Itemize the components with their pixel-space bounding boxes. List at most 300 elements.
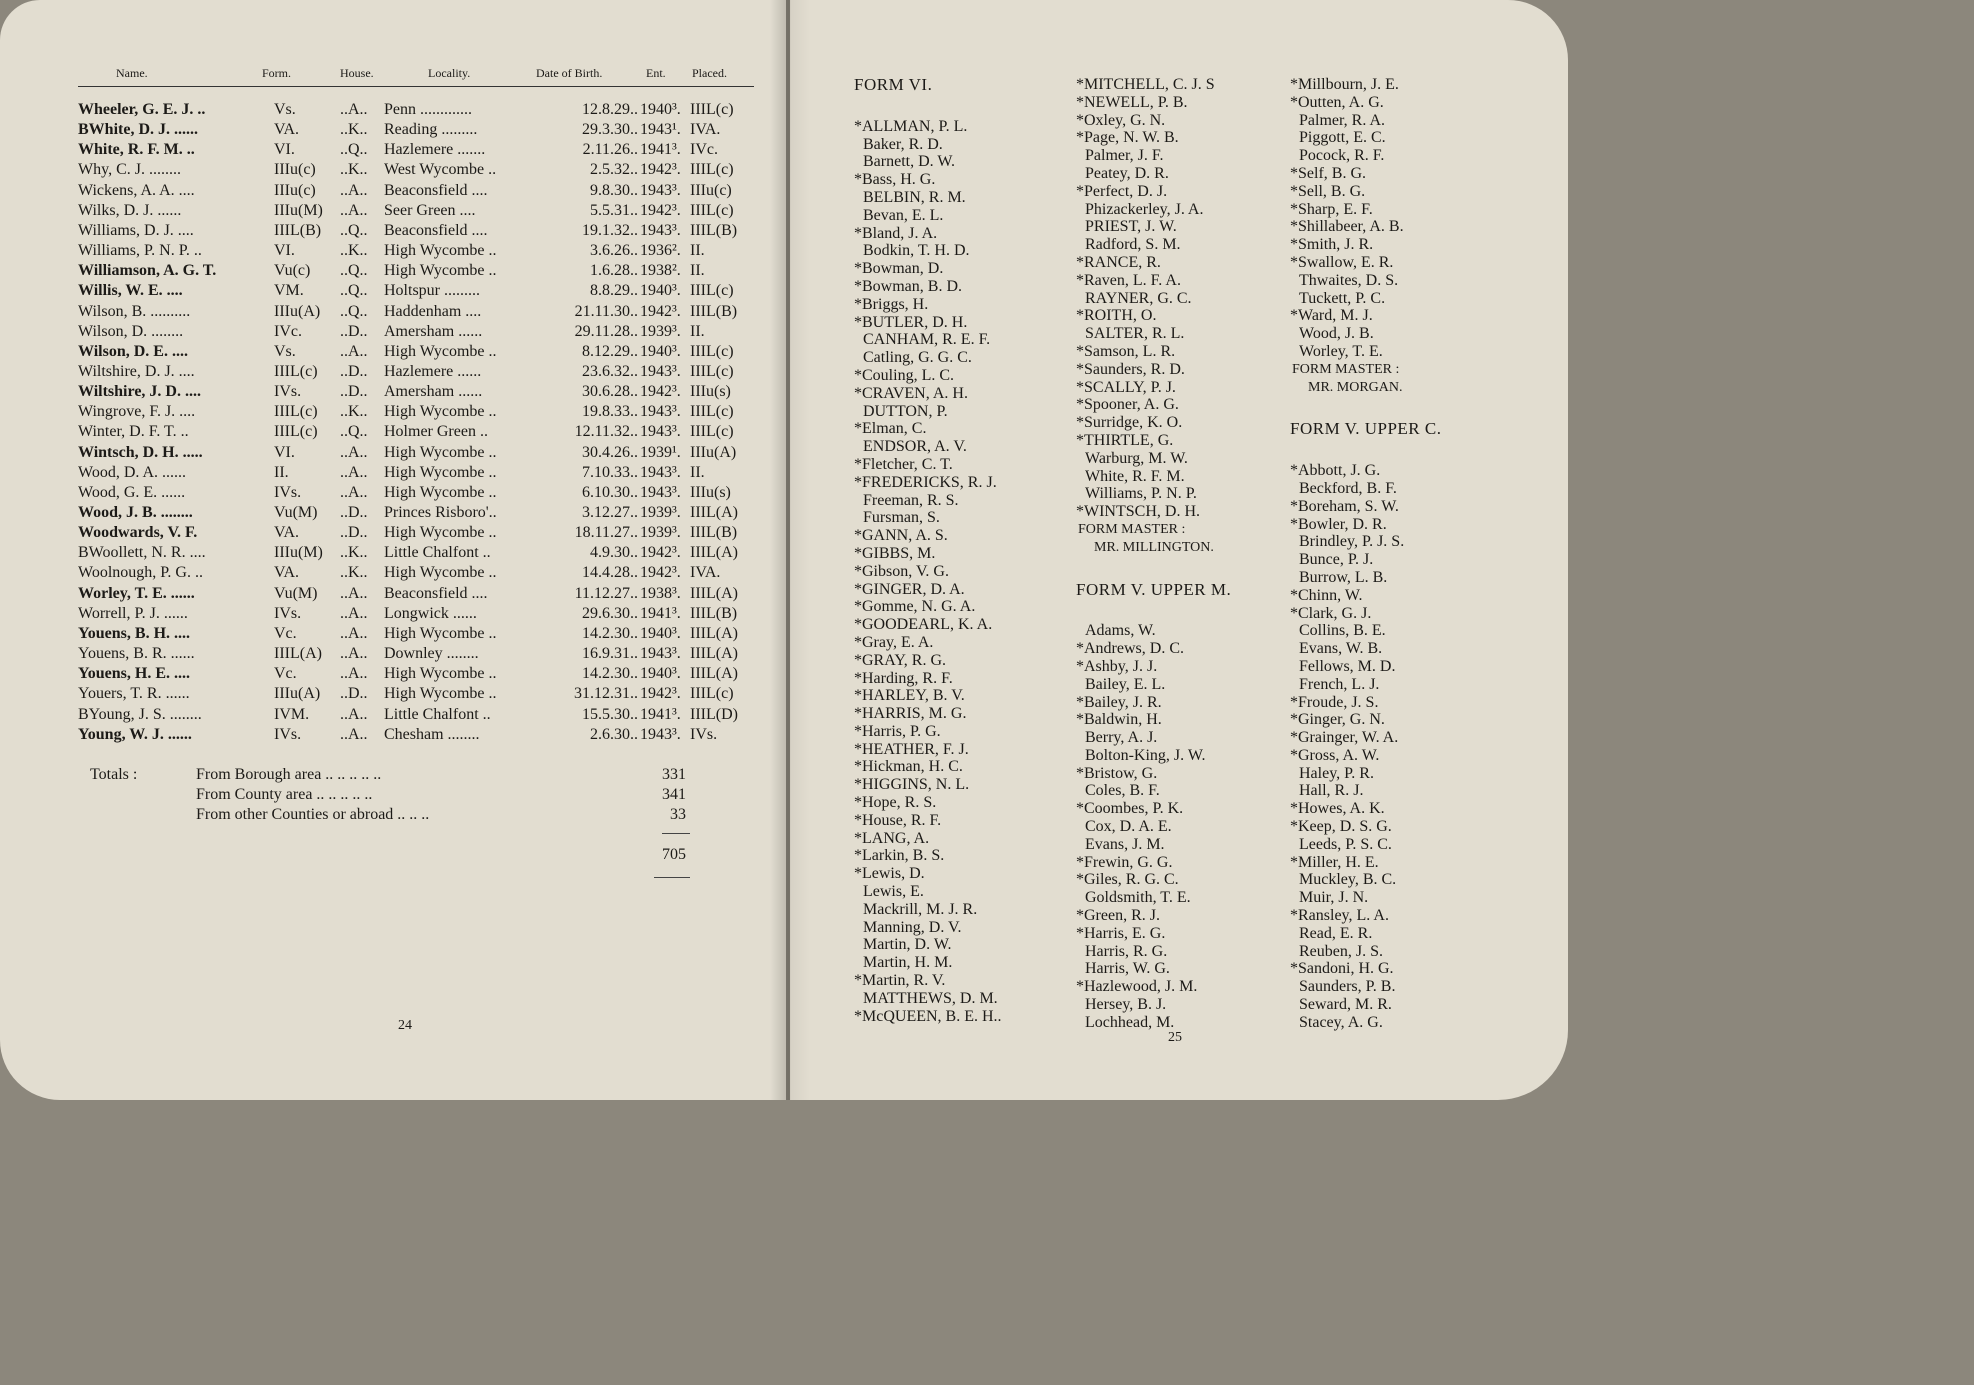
pupil-list-item: Bunce, P. J. [1299, 551, 1374, 569]
pupil-locality: Reading ......... [384, 121, 478, 139]
pupil-list-item: Bailey, E. L. [1085, 675, 1166, 693]
pupil-dob: 30.6.28.. [582, 383, 638, 401]
pupil-list-item: Radford, S. M. [1085, 236, 1181, 254]
pupil-list-item: PRIEST, J. W. [1085, 218, 1177, 236]
pupil-list-item: *Swallow, E. R. [1290, 253, 1394, 271]
pupil-placed: IIIu(s) [690, 483, 731, 501]
pupil-list-item: Tuckett, P. C. [1299, 289, 1386, 307]
pupil-list-item: CANHAM, R. E. F. [863, 331, 991, 349]
totals-line-text: From other Counties or abroad .. .. .. [196, 806, 430, 823]
spacer [1290, 438, 1441, 462]
pupil-form: VM. [274, 282, 304, 300]
pupil-dob: 14.2.30.. [582, 665, 638, 683]
pupil-list-item: *LANG, A. [854, 829, 930, 847]
pupil-placed: IIIL(c) [690, 201, 734, 219]
page-number-left: 24 [398, 1018, 412, 1033]
pupil-locality: High Wycombe .. [384, 342, 497, 360]
table-row [0, 645, 786, 665]
pupil-name: Williamson, A. G. T. [78, 262, 217, 280]
pupil-locality: Amersham ...... [384, 383, 483, 401]
pupil-placed: IIIL(A) [690, 624, 738, 642]
pupil-list-item: *Green, R. J. [1076, 907, 1160, 925]
pupil-form: IIIu(M) [274, 544, 323, 562]
table-row [0, 403, 786, 423]
pupil-list-item: Martin, H. M. [863, 954, 953, 972]
pupil-list-item: Lewis, E. [863, 883, 924, 901]
pupil-list-item: *WINTSCH, D. H. [1076, 503, 1200, 521]
table-row [0, 605, 786, 625]
pupil-entry: 1940³. [640, 342, 681, 360]
pupil-name: Wilks, D. J. ...... [78, 201, 182, 219]
pupil-list-item: *Ward, M. J. [1290, 307, 1373, 325]
pupil-form: IIIu(c) [274, 161, 316, 179]
pupil-list-item: *GANN, A. S. [854, 527, 948, 545]
pupil-form: Vc. [274, 665, 297, 683]
pupil-list-item: Saunders, P. B. [1299, 978, 1396, 996]
pupil-list-item: *Bowman, B. D. [854, 277, 962, 295]
pupil-list-item: Brindley, P. J. S. [1299, 533, 1405, 551]
pupil-list-item: *Ashby, J. J. [1076, 657, 1158, 675]
pupil-house: ..K.. [340, 544, 368, 562]
totals-rule [654, 877, 690, 878]
pupil-placed: II. [690, 322, 705, 340]
pupil-locality: Penn ............. [384, 101, 472, 118]
pupil-list-item: Cox, D. A. E. [1085, 818, 1172, 836]
pupil-list-item: Warburg, M. W. [1085, 449, 1188, 467]
pupil-entry: 1942³. [640, 564, 681, 582]
pupil-list-item: *Bristow, G. [1076, 764, 1158, 782]
pupil-form: VI. [274, 242, 295, 260]
pupil-name: Wood, D. A. ...... [78, 463, 187, 481]
pupil-placed: II. [690, 242, 705, 260]
pupil-name: Winter, D. F. T. .. [78, 423, 189, 441]
pupil-list-item: *Gray, E. A. [854, 633, 934, 651]
pupil-placed: IVs. [690, 725, 718, 743]
pupil-house: ..Q.. [340, 262, 368, 280]
pupil-dob: 5.5.31.. [590, 201, 638, 219]
pupil-house: ..A.. [340, 705, 368, 723]
table-row [0, 323, 786, 343]
pupil-locality: Holmer Green .. [384, 423, 488, 441]
table-row [0, 544, 786, 564]
pupil-name: Wingrove, F. J. .... [78, 403, 196, 421]
pupil-list-item: Piggott, E. C. [1299, 129, 1386, 147]
pupil-list-item: *SCALLY, P. J. [1076, 378, 1176, 396]
pupil-list-item: *HEATHER, F. J. [854, 740, 969, 758]
pupil-list-item: *HARLEY, B. V. [854, 687, 965, 705]
pupil-locality: High Wycombe .. [384, 685, 497, 703]
pupil-list-item: Muir, J. N. [1299, 889, 1369, 907]
right-page [790, 0, 1568, 1100]
pupil-list-item: Williams, P. N. P. [1085, 485, 1197, 503]
pupil-house: ..D.. [340, 504, 368, 521]
pupil-house: ..K.. [340, 161, 368, 179]
pupil-name: Wiltshire, D. J. .... [78, 362, 195, 380]
pupil-form: Vu(c) [274, 262, 311, 280]
pupil-locality: High Wycombe .. [384, 665, 497, 683]
pupil-list-item: *Perfect, D. J. [1076, 182, 1168, 200]
pupil-list-item: *Page, N. W. B. [1076, 129, 1179, 147]
pupil-list-item: *Outten, A. G. [1290, 93, 1384, 111]
totals-line-value: 331 [662, 766, 686, 783]
pupil-entry: 1942³. [640, 544, 681, 562]
pupil-list-item: Goldsmith, T. E. [1085, 889, 1191, 907]
pupil-list-item: Burrow, L. B. [1299, 568, 1388, 586]
pupil-list-item: *Miller, H. E. [1290, 853, 1379, 871]
pupil-list-item: *GIBBS, M. [854, 544, 936, 562]
table-row [0, 685, 786, 705]
pupil-name: Youens, B. R. ...... [78, 645, 195, 663]
form-heading: FORM VI. [854, 75, 933, 94]
pupil-list-item: Stacey, A. G. [1299, 1013, 1383, 1031]
pupil-list-item: Haley, P. R. [1299, 764, 1374, 782]
pupil-name: Wheeler, G. E. J. .. [78, 101, 206, 118]
pupil-list-item: *Couling, L. C. [854, 366, 955, 384]
table-row [0, 182, 786, 202]
pupil-house: ..K.. [340, 242, 368, 260]
pupil-name: Worrell, P. J. ...... [78, 604, 188, 622]
pupil-list-item: Read, E. R. [1299, 924, 1373, 942]
pupil-house: ..K.. [340, 403, 368, 421]
pupil-list-item: Fellows, M. D. [1299, 657, 1396, 675]
pupil-locality: West Wycombe .. [384, 161, 497, 179]
pupil-list-item: *Howes, A. K. [1290, 800, 1385, 818]
pupil-list-item: *ROITH, O. [1076, 307, 1157, 325]
pupil-name: Wilson, B. .......... [78, 302, 191, 320]
pupil-list-item: Thwaites, D. S. [1299, 271, 1399, 289]
pupil-list-item: *Bass, H. G. [854, 171, 936, 189]
pupil-form: IIIu(A) [274, 685, 321, 703]
pupil-house: ..Q.. [340, 302, 368, 320]
pupil-list-item: *Boreham, S. W. [1290, 497, 1399, 515]
pupil-list-item: *Fletcher, C. T. [854, 455, 953, 473]
pupil-locality: High Wycombe .. [384, 242, 497, 260]
pupil-list-item: Bodkin, T. H. D. [863, 242, 970, 260]
pupil-name: Woolnough, P. G. .. [78, 564, 203, 582]
pupil-list-item: Fursman, S. [863, 509, 940, 527]
pupil-house: ..Q.. [340, 282, 368, 300]
pupil-list-item: Worley, T. E. [1299, 342, 1383, 360]
pupil-dob: 29.11.28.. [574, 322, 638, 340]
table-row [0, 343, 786, 363]
pupil-list-item: *Elman, C. [854, 420, 927, 438]
table-row [0, 262, 786, 282]
pupil-list-item: Freeman, R. S. [863, 491, 959, 509]
pupil-placed: IVA. [690, 564, 721, 582]
pupil-list-item: Manning, D. V. [863, 918, 962, 936]
pupil-entry: 1940³. [640, 282, 681, 300]
table-row [0, 282, 786, 302]
pupil-list-item: *Saunders, R. D. [1076, 360, 1185, 378]
pupil-placed: IIIL(c) [690, 342, 734, 360]
pupil-form: Vu(M) [274, 584, 318, 602]
pupil-form: IIIL(c) [274, 403, 318, 421]
pupil-name: Why, C. J. ........ [78, 161, 181, 179]
pupil-list-item: Leeds, P. S. C. [1299, 835, 1392, 853]
pupil-list-item: Berry, A. J. [1085, 729, 1158, 747]
pupil-dob: 31.12.31.. [574, 685, 638, 703]
pupil-dob: 2.5.32.. [590, 161, 638, 179]
pupil-dob: 16.9.31.. [582, 645, 638, 663]
pupil-form: IIIu(M) [274, 201, 323, 219]
pupil-house: ..A.. [340, 201, 368, 219]
pupil-list-item: *House, R. F. [854, 811, 942, 829]
pupil-locality: Longwick ...... [384, 604, 477, 622]
pupil-dob: 19.8.33.. [582, 403, 638, 421]
pupil-list-item: *GINGER, D. A. [854, 580, 965, 598]
pupil-list-item: *Sharp, E. F. [1290, 200, 1373, 218]
pupil-placed: IVc. [690, 141, 718, 159]
pupil-locality: Princes Risboro'.. [384, 504, 497, 521]
header-placed: Placed. [692, 66, 727, 80]
pupil-list-item: *Surridge, K. O. [1076, 414, 1183, 432]
pupil-entry: 1942³. [640, 201, 681, 219]
pupil-list-item: Beckford, B. F. [1299, 479, 1397, 497]
pupil-placed: IIIL(B) [690, 524, 738, 542]
pupil-name: Youers, T. R. ...... [78, 685, 190, 703]
pupil-list-item: *ALLMAN, P. L. [854, 117, 968, 135]
pupil-placed: IIIL(c) [690, 282, 734, 300]
pupil-form: II. [274, 463, 289, 481]
pupil-entry: 1941³. [640, 705, 681, 723]
pupil-list-item: Palmer, R. A. [1299, 111, 1386, 129]
pupil-list-item: *Bland, J. A. [854, 224, 938, 242]
pupil-entry: 1943³. [640, 403, 681, 421]
pupil-form: VA. [274, 121, 300, 139]
pupil-list-item: *Ginger, G. N. [1290, 711, 1385, 729]
pupil-list-item: Adams, W. [1085, 622, 1156, 640]
pupil-placed: IIIL(D) [690, 705, 738, 723]
pupil-list-item: Lochhead, M. [1085, 1013, 1175, 1031]
pupil-list-item: *RANCE, R. [1076, 253, 1161, 271]
pupil-list-item: *Clark, G. J. [1290, 604, 1372, 622]
pupil-entry: 1943³. [640, 725, 681, 743]
pupil-list-item: SALTER, R. L. [1085, 325, 1185, 343]
pupil-locality: Seer Green .... [384, 201, 476, 219]
pupil-list-item: *Sell, B. G. [1290, 182, 1366, 200]
table-row [0, 464, 786, 484]
spacer [1076, 598, 1231, 622]
pupil-form: VA. [274, 524, 300, 542]
pupil-dob: 2.11.26.. [582, 141, 638, 159]
header-rule [78, 86, 754, 87]
pupil-list-item: *BUTLER, D. H. [854, 313, 968, 331]
pupil-entry: 1942³. [640, 302, 681, 320]
pupil-placed: IIIL(A) [690, 584, 738, 602]
pupil-form: IVs. [274, 604, 302, 622]
pupil-house: ..Q.. [340, 221, 368, 239]
pupil-dob: 8.12.29.. [582, 342, 638, 360]
table-row [0, 706, 786, 726]
pupil-placed: IIIL(A) [690, 544, 738, 562]
pupil-house: ..D.. [340, 362, 368, 380]
table-row [0, 484, 786, 504]
pupil-placed: IIIL(B) [690, 221, 738, 239]
spacer [1290, 396, 1441, 420]
pupil-list-item: *Raven, L. F. A. [1076, 271, 1181, 289]
pupil-locality: High Wycombe .. [384, 463, 497, 481]
table-row [0, 726, 786, 746]
pupil-list-item: Peatey, D. R. [1085, 164, 1169, 182]
pupil-entry: 1940³. [640, 624, 681, 642]
pupil-list-item: *Larkin, B. S. [854, 847, 945, 865]
pupil-list-item: RAYNER, G. C. [1085, 289, 1192, 307]
pupil-dob: 29.6.30.. [582, 604, 638, 622]
pupil-house: ..D.. [340, 524, 368, 542]
table-row [0, 423, 786, 443]
pupil-list-item: BELBIN, R. M. [863, 188, 966, 206]
pupil-list-item: *Andrews, D. C. [1076, 640, 1184, 658]
pupil-list-item: Seward, M. R. [1299, 996, 1392, 1014]
pupil-dob: 14.4.28.. [582, 564, 638, 582]
pupil-list-item: *Oxley, G. N. [1076, 111, 1166, 129]
pupil-locality: High Wycombe .. [384, 524, 497, 542]
table-row [0, 625, 786, 645]
left-page [0, 0, 786, 1100]
pupil-locality: Haddenham .... [384, 302, 482, 320]
pupil-entry: 1939¹. [640, 443, 681, 461]
pupil-list-item: *CRAVEN, A. H. [854, 384, 968, 402]
pupil-list-item: *THIRTLE, G. [1076, 431, 1174, 449]
pupil-form: Vs. [274, 101, 296, 118]
pupil-name: Williams, P. N. P. .. [78, 242, 202, 260]
pupil-dob: 4.9.30.. [590, 544, 638, 562]
pupil-list-item: Bolton-King, J. W. [1085, 746, 1206, 764]
pupil-list-item: *Froude, J. S. [1290, 693, 1379, 711]
pupil-form: VA. [274, 564, 300, 582]
pupil-locality: Chesham ........ [384, 725, 480, 743]
pupil-list-item: *Harris, E. G. [1076, 924, 1166, 942]
totals-line-text: From Borough area .. .. .. .. .. [196, 766, 382, 783]
pupil-house: ..D.. [340, 685, 368, 703]
pupil-form: IIIL(c) [274, 423, 318, 441]
table-row [0, 665, 786, 685]
pupil-name: BYoung, J. S. ........ [78, 705, 202, 723]
table-row [0, 101, 786, 121]
form-master-line: FORM MASTER : [1078, 521, 1186, 537]
pupil-list-item: *Hickman, H. C. [854, 758, 963, 776]
pupil-list-item: Wood, J. B. [1299, 325, 1374, 343]
pupil-locality: High Wycombe .. [384, 624, 497, 642]
pupil-dob: 3.6.26.. [590, 242, 638, 260]
pupil-name: Young, W. J. ...... [78, 725, 192, 743]
pupil-list-item: *HARRIS, M. G. [854, 705, 967, 723]
pupil-list-item: Hersey, B. J. [1085, 996, 1167, 1014]
pupil-name: Youens, B. H. .... [78, 624, 191, 642]
pupil-dob: 6.10.30.. [582, 483, 638, 501]
pupil-list-item: Mackrill, M. J. R. [863, 900, 978, 918]
pupil-placed: IIIL(c) [690, 685, 734, 703]
pupil-locality: Beaconsfield .... [384, 584, 488, 602]
pupil-entry: 1942³. [640, 161, 681, 179]
pupil-list-item: Evans, W. B. [1299, 640, 1383, 658]
pupil-locality: High Wycombe .. [384, 564, 497, 582]
totals-label: Totals : [90, 766, 138, 783]
pupil-form: IIIu(c) [274, 181, 316, 199]
pupil-form: IVc. [274, 322, 302, 340]
pupil-list-item: *Frewin, G. G. [1076, 853, 1173, 871]
pupil-list-item: *Lewis, D. [854, 865, 925, 883]
table-row [0, 121, 786, 141]
pupil-form: IIIL(B) [274, 221, 322, 239]
table-row [0, 444, 786, 464]
pupil-locality: High Wycombe .. [384, 443, 497, 461]
pupil-list-item: *Briggs, H. [854, 295, 929, 313]
table-row [0, 363, 786, 383]
pupil-list-item: *Self, B. G. [1290, 164, 1366, 182]
pupil-name: BWhite, D. J. ...... [78, 121, 198, 139]
pupil-dob: 7.10.33.. [582, 463, 638, 481]
pupil-dob: 18.11.27.. [574, 524, 638, 542]
pupil-house: ..Q.. [340, 423, 368, 441]
pupil-locality: Beaconsfield .... [384, 181, 488, 199]
pupil-dob: 2.6.30.. [590, 725, 638, 743]
header-house: House. [340, 66, 374, 80]
pupil-list-item: *Sandoni, H. G. [1290, 960, 1394, 978]
pupil-dob: 12.8.29.. [582, 101, 638, 118]
pupil-dob: 21.11.30.. [574, 302, 638, 320]
pupil-house: ..K.. [340, 564, 368, 582]
spacer [854, 94, 1002, 118]
pupil-list-item: French, L. J. [1299, 675, 1380, 693]
pupil-form: IVs. [274, 483, 302, 501]
pupil-form: Vu(M) [274, 504, 318, 521]
spacer [1076, 557, 1231, 581]
pupil-list-item: Baker, R. D. [863, 135, 943, 153]
pupil-list-item: Martin, D. W. [863, 936, 952, 954]
pupil-house: ..D.. [340, 322, 368, 340]
pupil-form: IIIu(A) [274, 302, 321, 320]
pupil-placed: IIIL(c) [690, 403, 734, 421]
pupil-list-item: *GOODEARL, K. A. [854, 616, 993, 634]
pupil-dob: 30.4.26.. [582, 443, 638, 461]
pupil-form: IVs. [274, 725, 302, 743]
pupil-placed: IIIL(A) [690, 504, 738, 521]
pupil-placed: IIIL(A) [690, 665, 738, 683]
pupil-locality: Hazlemere ....... [384, 141, 486, 159]
pupil-locality: Little Chalfont .. [384, 544, 491, 562]
pupil-list-item: Muckley, B. C. [1299, 871, 1397, 889]
pupil-entry: 1941³. [640, 141, 681, 159]
totals-sum: 705 [662, 846, 686, 863]
header-ent: Ent. [646, 66, 666, 80]
pupil-dob: 12.11.32.. [574, 423, 638, 441]
pupil-list-item: *Hazlewood, J. M. [1076, 978, 1198, 996]
pupil-entry: 1943³. [640, 362, 681, 380]
page-number-right: 25 [1168, 1030, 1182, 1045]
pupil-locality: High Wycombe .. [384, 262, 497, 280]
pupil-list-item: *Keep, D. S. G. [1290, 818, 1392, 836]
pupil-house: ..A.. [340, 624, 368, 642]
pupil-list-item: Catling, G. G. C. [863, 349, 972, 367]
pupil-entry: 1940³. [640, 665, 681, 683]
form-master-line: MR. MILLINGTON. [1094, 539, 1214, 555]
pupil-list-item: DUTTON, P. [863, 402, 948, 420]
table-row [0, 303, 786, 323]
pupil-form: IVM. [274, 705, 310, 723]
pupil-entry: 1942³. [640, 685, 681, 703]
pupil-dob: 15.5.30.. [582, 705, 638, 723]
pupil-placed: IIIL(A) [690, 645, 738, 663]
pupil-list-item: *FREDERICKS, R. J. [854, 473, 997, 491]
pupil-entry: 1943³. [640, 181, 681, 199]
pupil-form: IVs. [274, 383, 302, 401]
pupil-name: Wood, G. E. ...... [78, 483, 186, 501]
pupil-entry: 1939³. [640, 504, 681, 521]
pupil-dob: 3.12.27.. [582, 504, 638, 521]
pupil-name: Youens, H. E. .... [78, 665, 191, 683]
pupil-locality: Little Chalfont .. [384, 705, 491, 723]
